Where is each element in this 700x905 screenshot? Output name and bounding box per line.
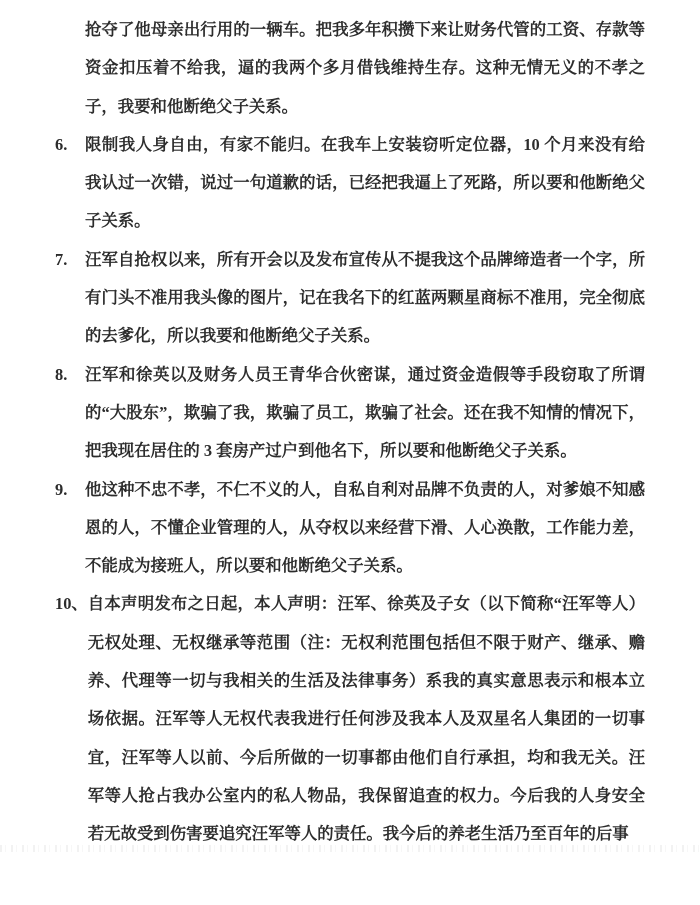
item-text-6: 限制我人身自由，有家不能归。在我车上安装窃听定位器，10 个月来没有给我认过一次错，说过一句道歉的话，已经把我逼上了死路，所以要和他断绝父子关系。 bbox=[85, 134, 645, 231]
item-number-10: 10、 bbox=[55, 594, 88, 614]
item-text-8: 汪军和徐英以及财务人员王青华合伙密谋，通过资金造假等手段窃取了所谓的“大股东”，欺骗了我，欺骗了员工，欺骗了社会。还在我不知情的情况下，把我现在居住的 3 套房产过户到他名下，所以要和他断绝父子关系。 bbox=[85, 364, 645, 461]
list-item-6 bbox=[55, 126, 645, 241]
list-item-9 bbox=[55, 471, 645, 586]
item-text-10: 自本声明发布之日起，本人声明：汪军、徐英及子女（以下简称“汪军等人）无权处理、无权继承等范围（注：无权利范围包括但不限于财产、继承、赡养、代理等一切与我相关的生活及法律事务）系我的真实意思表示和根本立场依据。汪军等人无权代表我进行任何涉及我本人及双星名人集团的一切事宜，汪军等人以前、今后所做的一切事都由他们自行承担，均和我无关。汪军等人抢占我办公室内的私人物品，我保留追查的权力。今后我的人身安全若无故受到伤害要追究汪军等人的责任。我今后的养老生活乃至百年的后事 bbox=[87, 594, 645, 844]
list-item-7 bbox=[55, 241, 645, 356]
list-item-8 bbox=[55, 356, 645, 471]
item-number-7: 7. bbox=[55, 249, 68, 269]
item-number-6: 6. bbox=[55, 134, 68, 154]
item-number-9: 9. bbox=[55, 479, 68, 499]
paragraph-intro-continuation: 抢夺了他母亲出行用的一辆车。把我多年积攒下来让财务代管的工资、存款等资金扣压着不给我，逼的我两个多月借钱维持生存。这种无情无义的不孝之子，我要和他断绝父子关系。 bbox=[85, 20, 645, 116]
item-text-9: 他这种不忠不孝，不仁不义的人，自私自利对品牌不负责的人，对爹娘不知感恩的人，不懂企业管理的人，从夺权以来经营下滑、人心涣散，工作能力差，不能成为接班人，所以要和他断绝父子关系。 bbox=[85, 479, 645, 576]
item-number-8: 8. bbox=[55, 364, 68, 384]
scan-noise-artifact bbox=[0, 845, 700, 852]
item-text-7: 汪军自抢权以来，所有开会以及发布宣传从不提我这个品牌缔造者一个字，所有门头不准用我头像的图片，记在我名下的红蓝两颗星商标不准用，完全彻底的去爹化，所以我要和他断绝父子关系。 bbox=[85, 249, 645, 346]
list-item-10 bbox=[55, 585, 645, 853]
